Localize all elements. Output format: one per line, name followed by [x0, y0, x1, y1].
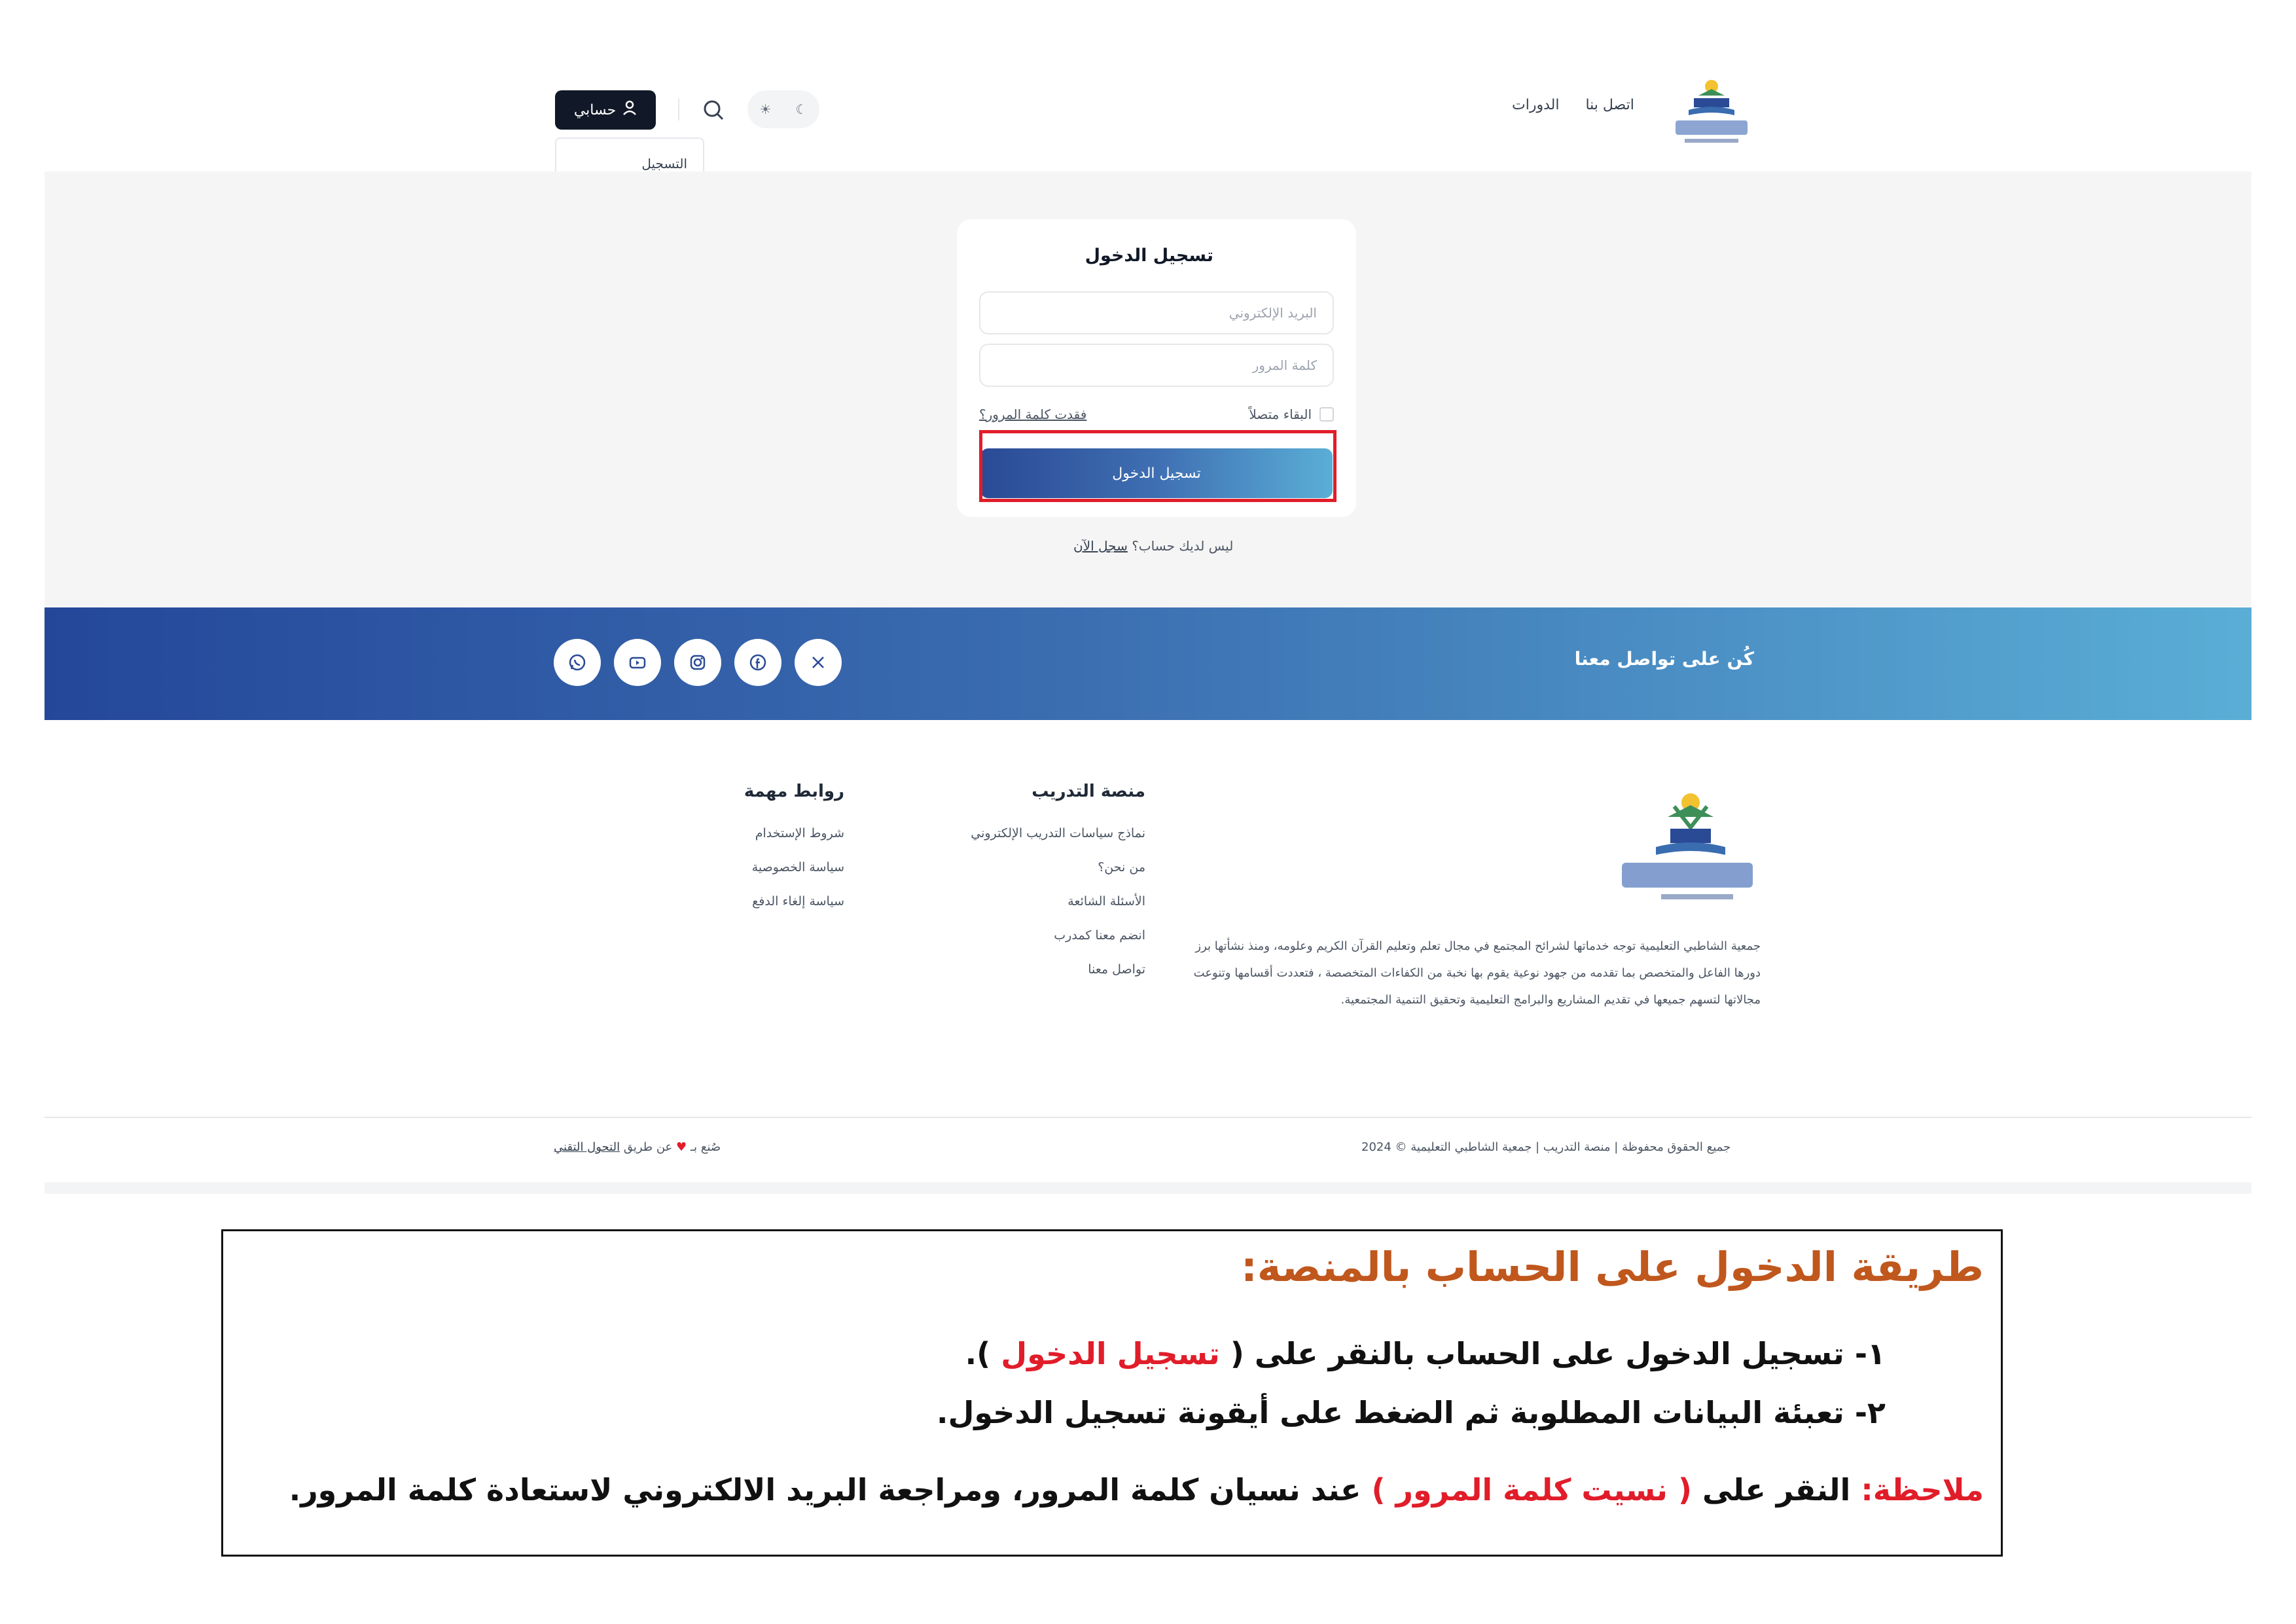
copyright-text: جميع الحقوق محفوظة | منصة التدريب | جمعية الشاطبي التعليمية © 2024 [1361, 1140, 1731, 1154]
about-text: جمعية الشاطبي التعليمية توجه خدماتها لشرائح المجتمع في مجال تعلم وتعليم القرآن الكريم وعلومه، ومنذ نشأتها برز دورها الفاعل والمتخصص بما تقدمه من جهود نوعية يقوم بها نخبة من الكفاءات المتخصصة ، فتعددت أقسامها وتنوعت مجالاتها لتسهم جميعها في تقديم المشاريع والبرامج التعليمية وتحقيق التنمية المجتمعية. [1193, 939, 1761, 1007]
made-middle: عن طريق [623, 1140, 673, 1154]
x-icon[interactable] [795, 639, 842, 686]
login-title: تسجيل الدخول [1085, 245, 1213, 266]
nav-courses[interactable]: الدورات [1512, 97, 1560, 113]
site-header [0, 0, 2296, 171]
footer-link[interactable]: سياسة الخصوصية [751, 860, 844, 875]
footer-link[interactable]: انضم معنا كمدرب [1054, 928, 1145, 943]
register-line [1073, 538, 1233, 554]
top-nav [1512, 97, 1634, 113]
instruction-step-2: ٢- تعبئة البيانات المطلوبة ثم الضغط على أيقونة تسجيل الدخول. [937, 1395, 1886, 1430]
social-title: كُن على تواصل معنا [1574, 648, 1754, 670]
remember-checkbox[interactable] [1319, 407, 1334, 422]
theme-toggle[interactable] [747, 90, 819, 128]
footer-link[interactable]: نماذج سياسات التدريب الإلكتروني [971, 826, 1145, 840]
register-now-link[interactable]: سجل الآن [1073, 538, 1128, 554]
social-icons [554, 639, 842, 686]
made-by [554, 1140, 721, 1154]
login-submit-label: تسجيل الدخول [1112, 465, 1201, 482]
instruction-step-1 [965, 1336, 1886, 1371]
no-account-text: ليس لديك حساب؟ [1132, 538, 1234, 554]
instruction-title: طريقة الدخول على الحساب بالمنصة: [1241, 1243, 1984, 1291]
highlight-box-login-button [979, 430, 1336, 502]
search-icon[interactable] [700, 97, 726, 123]
header-divider [678, 98, 679, 120]
footer-logo [1602, 789, 1759, 920]
step1-prefix: ١- تسجيل الدخول على الحساب بالنقر على ( [1230, 1336, 1886, 1371]
facebook-icon[interactable] [734, 639, 781, 686]
footer-link[interactable]: تواصل معنا [1088, 962, 1145, 977]
made-prefix: صُنع بـ [690, 1140, 721, 1154]
youtube-icon[interactable] [614, 639, 661, 686]
footer-divider [45, 1117, 2251, 1118]
nav-contact[interactable]: اتصل بنا [1585, 97, 1634, 113]
email-field[interactable] [979, 291, 1334, 334]
account-label: حسابي [573, 101, 617, 118]
footer-link[interactable]: الأسئلة الشائعة [1067, 894, 1145, 909]
note-highlight: ( نسيت كلمة المرور ) [1371, 1472, 1692, 1507]
email-placeholder: البريد الإلكتروني [1229, 305, 1317, 321]
made-by-link[interactable]: التحول التقني [554, 1140, 620, 1154]
instruction-box [221, 1229, 2003, 1557]
footer-col-training [942, 782, 1145, 996]
footer-link[interactable]: شروط الإستخدام [755, 826, 844, 840]
password-placeholder: كلمة المرور [1252, 357, 1317, 373]
whatsapp-icon[interactable] [554, 639, 601, 686]
account-button[interactable] [555, 90, 656, 130]
bottom-strip [45, 1182, 2251, 1194]
step1-highlight: تسجيل الدخول [1001, 1336, 1220, 1371]
remember-label: البقاء متصلاً [1249, 406, 1312, 422]
forgot-password-link[interactable]: فقدت كلمة المرور؟ [979, 406, 1087, 422]
note-prefix: النقر على [1702, 1472, 1851, 1507]
note-suffix: عند نسيان كلمة المرور، ومراجعة البريد الالكتروني لاستعادة كلمة المرور. [289, 1472, 1361, 1507]
footer-col-links [720, 782, 844, 928]
sun-icon[interactable]: ☀ [759, 101, 772, 117]
password-field[interactable] [979, 344, 1334, 387]
footer-link[interactable]: سياسة إلغاء الدفع [752, 894, 844, 909]
user-icon [622, 100, 637, 120]
footer-col-links-title: روابط مهمة [744, 782, 844, 801]
menu-item-register[interactable]: التسجيل [641, 156, 687, 171]
remember-me[interactable] [1249, 406, 1334, 422]
instruction-note [289, 1472, 1984, 1507]
step1-suffix: ). [965, 1336, 991, 1371]
footer-link[interactable]: من نحن؟ [1098, 860, 1145, 875]
site-logo[interactable] [1662, 72, 1761, 157]
note-label: ملاحظة: [1861, 1472, 1984, 1507]
instagram-icon[interactable] [674, 639, 721, 686]
heart-icon: ♥ [676, 1140, 687, 1154]
social-band [45, 607, 2251, 720]
moon-icon[interactable]: ☾ [795, 101, 808, 117]
footer-col-training-title: منصة التدريب [1031, 782, 1145, 801]
